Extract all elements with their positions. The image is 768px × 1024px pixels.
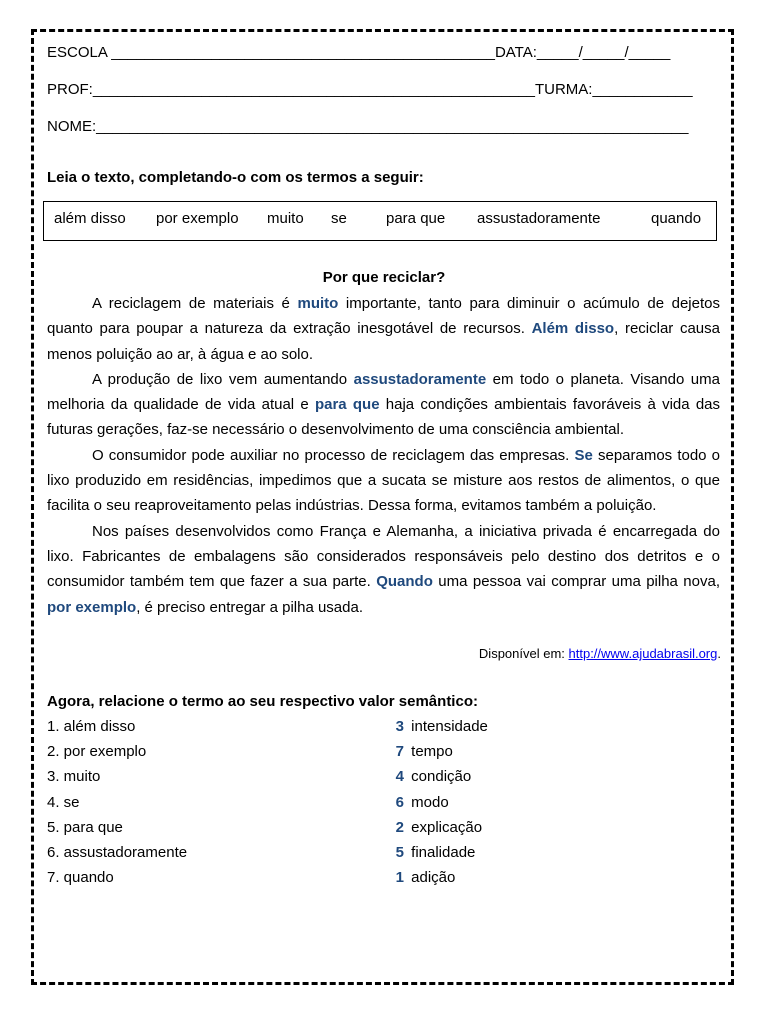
terms-box	[43, 201, 717, 241]
school-date-line: ESCOLA ______________________________________________DATA:_____/_____/_____	[47, 44, 671, 61]
highlighted-term: Além disso	[531, 320, 615, 338]
text-segment: uma pessoa vai comprar uma pilha nova,	[432, 573, 720, 591]
term-item: para que	[386, 210, 446, 227]
term-item: se	[331, 210, 347, 227]
text-paragraph	[47, 291, 720, 367]
name-line: NOME:_______________________________________________________________________	[47, 118, 689, 135]
answer-number: 2	[395, 818, 404, 836]
term-list-item: 5. para que	[47, 818, 123, 836]
answer-number: 6	[395, 793, 404, 811]
text-segment: separamos todo o lixo produzido em residências, impedimos que a sucata se misture aos restos de alimentos, o que facilita o seu reaproveitamento pelas indústrias. Dessa forma, evitamos também a poluição.	[47, 446, 721, 515]
semantic-value-item	[390, 767, 488, 792]
term-item: além disso	[54, 210, 126, 227]
semantic-values-list	[390, 717, 488, 893]
text-segment: Nos países desenvolvidos como França e Alemanha, a iniciativa privada é encarregada do lixo. Fabricantes de embalagens são considerados responsáveis pelo destino dos detritos e o consumidor também tem que fazer a sua parte.	[47, 522, 720, 591]
semantic-label: adição	[407, 869, 456, 887]
text-segment: , é preciso entregar a pilha usada.	[136, 598, 363, 616]
highlighted-term: para que	[314, 396, 380, 414]
source-prefix: Disponível em:	[478, 646, 569, 661]
term-list-item: 7. quando	[47, 869, 114, 887]
term-item: quando	[651, 210, 702, 227]
text-segment: importante, tanto para diminuir o acúmulo de dejetos quanto para poupar a natureza da extração inesgotável de recursos.	[47, 295, 720, 338]
term-item: muito	[267, 210, 304, 227]
answer-number: 5	[395, 843, 404, 861]
text-segment: A reciclagem de materiais é	[92, 295, 298, 312]
term-list-item: 3. muito	[47, 768, 101, 786]
text-body	[47, 291, 720, 620]
highlighted-term: Quando	[376, 573, 433, 591]
semantic-value-item	[390, 843, 488, 868]
term-list-item: 2. por exemplo	[47, 743, 147, 761]
term-item: por exemplo	[156, 210, 239, 227]
answer-number: 4	[395, 768, 404, 786]
highlighted-term: muito	[297, 295, 339, 312]
semantic-value-item	[390, 793, 488, 818]
semantic-value-item	[390, 742, 488, 767]
text-segment: O consumidor pode auxiliar no processo de reciclagem das empresas.	[92, 446, 575, 464]
teacher-class-line: PROF:_____________________________________________________TURMA:____________	[47, 81, 693, 98]
term-list-item: 6. assustadoramente	[47, 843, 188, 861]
instruction: Leia o texto, completando-o com os termos a seguir:	[47, 169, 424, 186]
text-paragraph	[47, 519, 720, 620]
semantic-value-item	[390, 818, 488, 843]
highlighted-term: por exemplo	[47, 598, 137, 616]
semantic-label: explicação	[407, 818, 483, 836]
semantic-label: intensidade	[407, 718, 488, 735]
highlighted-term: Se	[574, 446, 593, 464]
source-suffix: .	[717, 646, 721, 661]
text-segment: em todo o planeta. Visando uma melhoria da qualidade de vida atual e	[47, 370, 720, 414]
answer-number: 3	[395, 718, 404, 735]
term-list-item: 4. se	[47, 793, 80, 811]
text-segment: A produção de lixo vem aumentando	[92, 370, 354, 388]
semantic-value-item	[390, 717, 488, 742]
text-paragraph	[47, 443, 720, 519]
answer-number: 1	[395, 869, 404, 887]
text-segment: , reciclar causa menos poluição ao ar, à água e ao solo.	[47, 320, 720, 363]
semantic-value-item	[390, 868, 488, 893]
question-title: Agora, relacione o termo ao seu respectivo valor semântico:	[47, 693, 478, 710]
semantic-label: modo	[407, 793, 449, 811]
highlighted-term: assustadoramente	[353, 370, 487, 388]
text-paragraph	[47, 367, 720, 443]
answer-number: 7	[395, 743, 404, 761]
term-item: assustadoramente	[477, 210, 601, 227]
terms-list	[47, 717, 187, 893]
source-line	[479, 646, 721, 661]
text-title: Por que reciclar?	[322, 269, 446, 286]
source-link[interactable]: http://www.ajudabrasil.org	[568, 646, 718, 661]
semantic-label: tempo	[407, 743, 453, 761]
semantic-label: condição	[407, 768, 472, 786]
semantic-label: finalidade	[407, 843, 476, 861]
text-segment: haja condições ambientais favoráveis à vida das futuras gerações, faz-se necessário o desenvolvimento de uma consciência ambiental.	[47, 396, 721, 439]
term-list-item: 1. além disso	[47, 718, 136, 735]
